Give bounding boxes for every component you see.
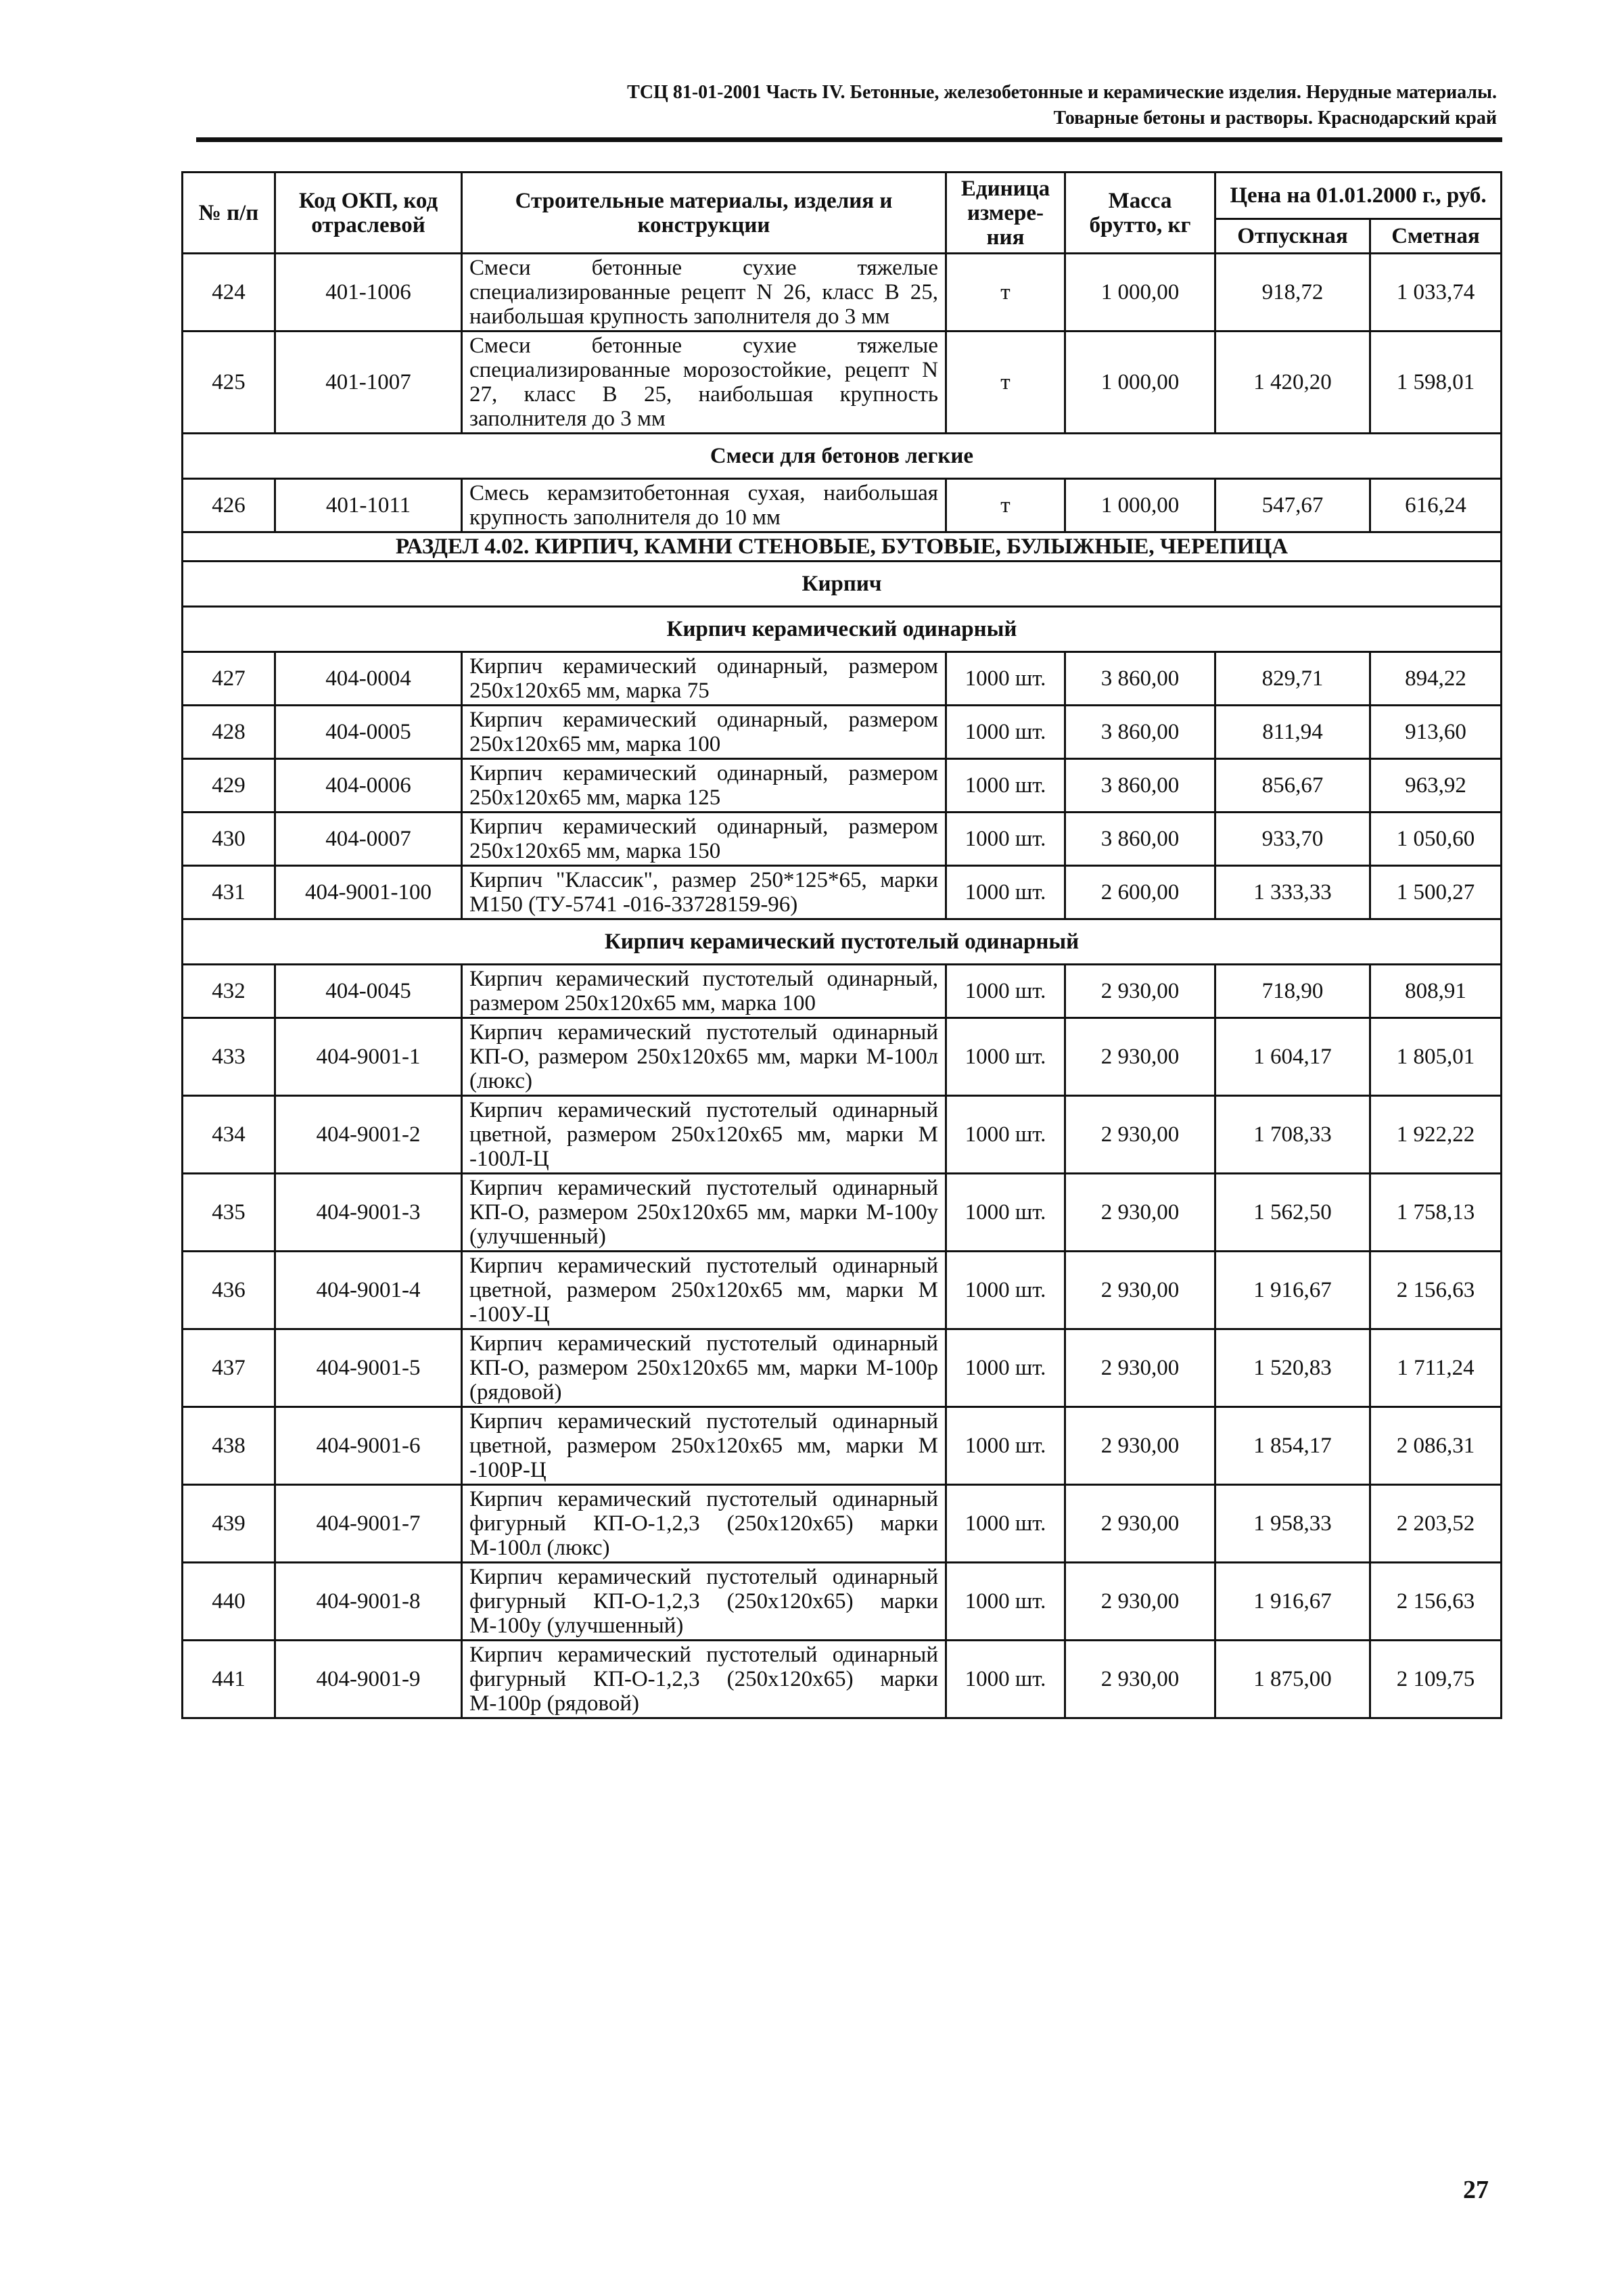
- row-unit: т: [946, 479, 1065, 532]
- row-number: 438: [183, 1407, 275, 1485]
- row-material-name: Кирпич керамический одинарный, размером 250х120х65 мм, марка 125: [462, 759, 946, 813]
- row-sale-price: 547,67: [1215, 479, 1370, 532]
- row-code: 404-0045: [275, 965, 462, 1018]
- row-unit: 1000 шт.: [946, 965, 1065, 1018]
- row-code: 404-9001-9: [275, 1641, 462, 1718]
- table-body-concrete-mixes: [183, 254, 1502, 532]
- header-line-1: ТСЦ 81-01-2001 Часть IV. Бетонные, железобетонные и керамические изделия. Нерудные материалы.: [627, 82, 1497, 103]
- row-code: 404-9001-4: [275, 1252, 462, 1329]
- row-number: 428: [183, 706, 275, 759]
- row-estimate-price: 1 758,13: [1370, 1174, 1502, 1252]
- row-mass: 2 930,00: [1065, 965, 1215, 1018]
- row-code: 404-9001-5: [275, 1329, 462, 1407]
- row-number: 425: [183, 332, 275, 434]
- table-row: [183, 1018, 1502, 1096]
- col-code-header: Код ОКП, код отраслевой: [275, 173, 462, 254]
- row-code: 404-9001-2: [275, 1096, 462, 1174]
- row-number: 439: [183, 1485, 275, 1563]
- row-mass: 2 930,00: [1065, 1329, 1215, 1407]
- row-material-name: Кирпич керамический пустотелый одинарный фигурный КП-О-1,2,3 (250х120х65) марки М-100р (рядовой): [462, 1641, 946, 1718]
- row-estimate-price: 1 500,27: [1370, 866, 1502, 919]
- row-estimate-price: 1 922,22: [1370, 1096, 1502, 1174]
- row-material-name: Кирпич керамический пустотелый одинарный КП-О, размером 250х120х65 мм, марки М-100р (рядовой): [462, 1329, 946, 1407]
- row-estimate-price: 808,91: [1370, 965, 1502, 1018]
- row-code: 401-1006: [275, 254, 462, 332]
- row-material-name: Кирпич "Классик", размер 250*125*65, марки М150 (ТУ-5741 -016-33728159-96): [462, 866, 946, 919]
- row-number: 427: [183, 652, 275, 706]
- table-row: [183, 1096, 1502, 1174]
- row-mass: 2 930,00: [1065, 1485, 1215, 1563]
- row-code: 404-9001-1: [275, 1018, 462, 1096]
- row-sale-price: 811,94: [1215, 706, 1370, 759]
- table-row: [183, 706, 1502, 759]
- section-subtitle: Кирпич: [183, 562, 1502, 607]
- row-sale-price: 856,67: [1215, 759, 1370, 813]
- row-unit: т: [946, 332, 1065, 434]
- row-material-name: Кирпич керамический пустотелый одинарный цветной, размером 250х120х65 мм, марки М -100Р-Ц: [462, 1407, 946, 1485]
- row-sale-price: 1 420,20: [1215, 332, 1370, 434]
- row-code: 404-9001-6: [275, 1407, 462, 1485]
- row-code: 401-1011: [275, 479, 462, 532]
- row-unit: 1000 шт.: [946, 1329, 1065, 1407]
- group-title: Кирпич керамический пустотелый одинарный: [183, 919, 1502, 965]
- row-estimate-price: 1 711,24: [1370, 1329, 1502, 1407]
- row-mass: 1 000,00: [1065, 332, 1215, 434]
- row-mass: 2 930,00: [1065, 1096, 1215, 1174]
- row-number: 430: [183, 813, 275, 866]
- col-mass-header: Масса брутто, кг: [1065, 173, 1215, 254]
- col-estimate-header: Сметная: [1370, 219, 1502, 254]
- table-header: [183, 173, 1502, 254]
- row-code: 404-0007: [275, 813, 462, 866]
- table-body-bricks: [183, 607, 1502, 1718]
- row-sale-price: 1 562,50: [1215, 1174, 1370, 1252]
- row-mass: 2 930,00: [1065, 1563, 1215, 1641]
- row-unit: 1000 шт.: [946, 1563, 1065, 1641]
- row-mass: 3 860,00: [1065, 759, 1215, 813]
- row-code: 404-0005: [275, 706, 462, 759]
- row-material-name: Кирпич керамический пустотелый одинарный КП-О, размером 250х120х65 мм, марки М-100у (улучшенный): [462, 1174, 946, 1252]
- row-sale-price: 1 958,33: [1215, 1485, 1370, 1563]
- row-number: 429: [183, 759, 275, 813]
- table-row: [183, 1252, 1502, 1329]
- table-row: [183, 332, 1502, 434]
- row-material-name: Кирпич керамический одинарный, размером 250х120х65 мм, марка 100: [462, 706, 946, 759]
- row-sale-price: 1 916,67: [1215, 1252, 1370, 1329]
- row-estimate-price: 2 156,63: [1370, 1563, 1502, 1641]
- running-header: [176, 80, 1497, 131]
- row-code: 401-1007: [275, 332, 462, 434]
- header-rule: [196, 137, 1502, 142]
- row-sale-price: 933,70: [1215, 813, 1370, 866]
- row-material-name: Кирпич керамический пустотелый одинарный цветной, размером 250х120х65 мм, марки М -100У-Ц: [462, 1252, 946, 1329]
- row-estimate-price: 2 109,75: [1370, 1641, 1502, 1718]
- row-unit: 1000 шт.: [946, 1407, 1065, 1485]
- row-sale-price: 829,71: [1215, 652, 1370, 706]
- row-mass: 3 860,00: [1065, 813, 1215, 866]
- row-material-name: Кирпич керамический пустотелый одинарный фигурный КП-О-1,2,3 (250х120х65) марки М-100л (люкс): [462, 1485, 946, 1563]
- row-code: 404-9001-100: [275, 866, 462, 919]
- row-mass: 3 860,00: [1065, 706, 1215, 759]
- col-sale-header: Отпускная: [1215, 219, 1370, 254]
- row-sale-price: 718,90: [1215, 965, 1370, 1018]
- row-estimate-price: 963,92: [1370, 759, 1502, 813]
- row-mass: 2 930,00: [1065, 1641, 1215, 1718]
- row-material-name: Кирпич керамический пустотелый одинарный цветной, размером 250х120х65 мм, марки М -100Л-Ц: [462, 1096, 946, 1174]
- row-unit: 1000 шт.: [946, 1174, 1065, 1252]
- row-number: 435: [183, 1174, 275, 1252]
- col-name-header: Строительные материалы, изделия и конструкции: [462, 173, 946, 254]
- section-heading-block: [183, 532, 1502, 607]
- row-sale-price: 1 708,33: [1215, 1096, 1370, 1174]
- row-material-name: Смеси бетонные сухие тяжелые специализированные рецепт N 26, класс В 25, наибольшая крупность заполнителя до 3 мм: [462, 254, 946, 332]
- table-row: [183, 1485, 1502, 1563]
- group-title: Смеси для бетонов легкие: [183, 434, 1502, 479]
- row-estimate-price: 2 156,63: [1370, 1252, 1502, 1329]
- row-material-name: Кирпич керамический одинарный, размером 250х120х65 мм, марка 150: [462, 813, 946, 866]
- row-estimate-price: 2 086,31: [1370, 1407, 1502, 1485]
- row-unit: 1000 шт.: [946, 1641, 1065, 1718]
- table-row: [183, 652, 1502, 706]
- row-unit: 1000 шт.: [946, 706, 1065, 759]
- row-estimate-price: 1 598,01: [1370, 332, 1502, 434]
- header-line-2: Товарные бетоны и растворы. Краснодарский край: [1053, 108, 1497, 129]
- row-sale-price: 1 916,67: [1215, 1563, 1370, 1641]
- table-row: [183, 479, 1502, 532]
- table-row: [183, 1174, 1502, 1252]
- table-row: [183, 965, 1502, 1018]
- row-sale-price: 1 854,17: [1215, 1407, 1370, 1485]
- row-unit: 1000 шт.: [946, 1485, 1065, 1563]
- row-number: 434: [183, 1096, 275, 1174]
- group-heading-row: [183, 434, 1502, 479]
- table-row: [183, 1563, 1502, 1641]
- row-sale-price: 1 604,17: [1215, 1018, 1370, 1096]
- row-unit: 1000 шт.: [946, 1252, 1065, 1329]
- row-material-name: Смеси бетонные сухие тяжелые специализированные морозостойкие, рецепт N 27, класс В 25, наибольшая крупность заполнителя до 3 мм: [462, 332, 946, 434]
- row-sale-price: 1 333,33: [1215, 866, 1370, 919]
- table-row: [183, 813, 1502, 866]
- group-heading-row: [183, 607, 1502, 652]
- col-price-header: Цена на 01.01.2000 г., руб.: [1215, 173, 1502, 219]
- row-unit: 1000 шт.: [946, 1018, 1065, 1096]
- row-estimate-price: 894,22: [1370, 652, 1502, 706]
- col-unit-header: Единица измере-ния: [946, 173, 1065, 254]
- row-sale-price: 1 520,83: [1215, 1329, 1370, 1407]
- group-heading-row: [183, 919, 1502, 965]
- section-title: РАЗДЕЛ 4.02. КИРПИЧ, КАМНИ СТЕНОВЫЕ, БУТОВЫЕ, БУЛЫЖНЫЕ, ЧЕРЕПИЦА: [183, 532, 1502, 562]
- row-number: 436: [183, 1252, 275, 1329]
- row-estimate-price: 1 805,01: [1370, 1018, 1502, 1096]
- row-unit: 1000 шт.: [946, 1096, 1065, 1174]
- table-row: [183, 1407, 1502, 1485]
- row-mass: 2 930,00: [1065, 1018, 1215, 1096]
- table-row: [183, 1641, 1502, 1718]
- row-estimate-price: 913,60: [1370, 706, 1502, 759]
- price-table: [181, 171, 1502, 1719]
- row-material-name: Кирпич керамический пустотелый одинарный, размером 250х120х65 мм, марка 100: [462, 965, 946, 1018]
- row-mass: 3 860,00: [1065, 652, 1215, 706]
- row-estimate-price: 2 203,52: [1370, 1485, 1502, 1563]
- row-unit: 1000 шт.: [946, 813, 1065, 866]
- row-mass: 2 930,00: [1065, 1252, 1215, 1329]
- row-number: 431: [183, 866, 275, 919]
- row-unit: 1000 шт.: [946, 652, 1065, 706]
- row-number: 424: [183, 254, 275, 332]
- row-number: 432: [183, 965, 275, 1018]
- row-mass: 2 600,00: [1065, 866, 1215, 919]
- row-sale-price: 1 875,00: [1215, 1641, 1370, 1718]
- row-sale-price: 918,72: [1215, 254, 1370, 332]
- table-row: [183, 866, 1502, 919]
- row-code: 404-9001-7: [275, 1485, 462, 1563]
- row-unit: т: [946, 254, 1065, 332]
- row-material-name: Смесь керамзитобетонная сухая, наибольшая крупность заполнителя до 10 мм: [462, 479, 946, 532]
- table-row: [183, 1329, 1502, 1407]
- row-number: 433: [183, 1018, 275, 1096]
- row-material-name: Кирпич керамический одинарный, размером 250х120х65 мм, марка 75: [462, 652, 946, 706]
- row-mass: 2 930,00: [1065, 1174, 1215, 1252]
- row-mass: 2 930,00: [1065, 1407, 1215, 1485]
- page-number: 27: [1463, 2176, 1489, 2204]
- row-mass: 1 000,00: [1065, 254, 1215, 332]
- row-code: 404-9001-8: [275, 1563, 462, 1641]
- row-code: 404-0006: [275, 759, 462, 813]
- row-number: 437: [183, 1329, 275, 1407]
- row-unit: 1000 шт.: [946, 759, 1065, 813]
- row-mass: 1 000,00: [1065, 479, 1215, 532]
- row-estimate-price: 616,24: [1370, 479, 1502, 532]
- row-number: 426: [183, 479, 275, 532]
- row-estimate-price: 1 050,60: [1370, 813, 1502, 866]
- row-code: 404-0004: [275, 652, 462, 706]
- col-num-header: № п/п: [183, 173, 275, 254]
- row-number: 440: [183, 1563, 275, 1641]
- table-row: [183, 759, 1502, 813]
- row-material-name: Кирпич керамический пустотелый одинарный фигурный КП-О-1,2,3 (250х120х65) марки М-100у (улучшенный): [462, 1563, 946, 1641]
- table-row: [183, 254, 1502, 332]
- row-code: 404-9001-3: [275, 1174, 462, 1252]
- row-material-name: Кирпич керамический пустотелый одинарный КП-О, размером 250х120х65 мм, марки М-100л (люкс): [462, 1018, 946, 1096]
- group-title: Кирпич керамический одинарный: [183, 607, 1502, 652]
- row-estimate-price: 1 033,74: [1370, 254, 1502, 332]
- row-unit: 1000 шт.: [946, 866, 1065, 919]
- row-number: 441: [183, 1641, 275, 1718]
